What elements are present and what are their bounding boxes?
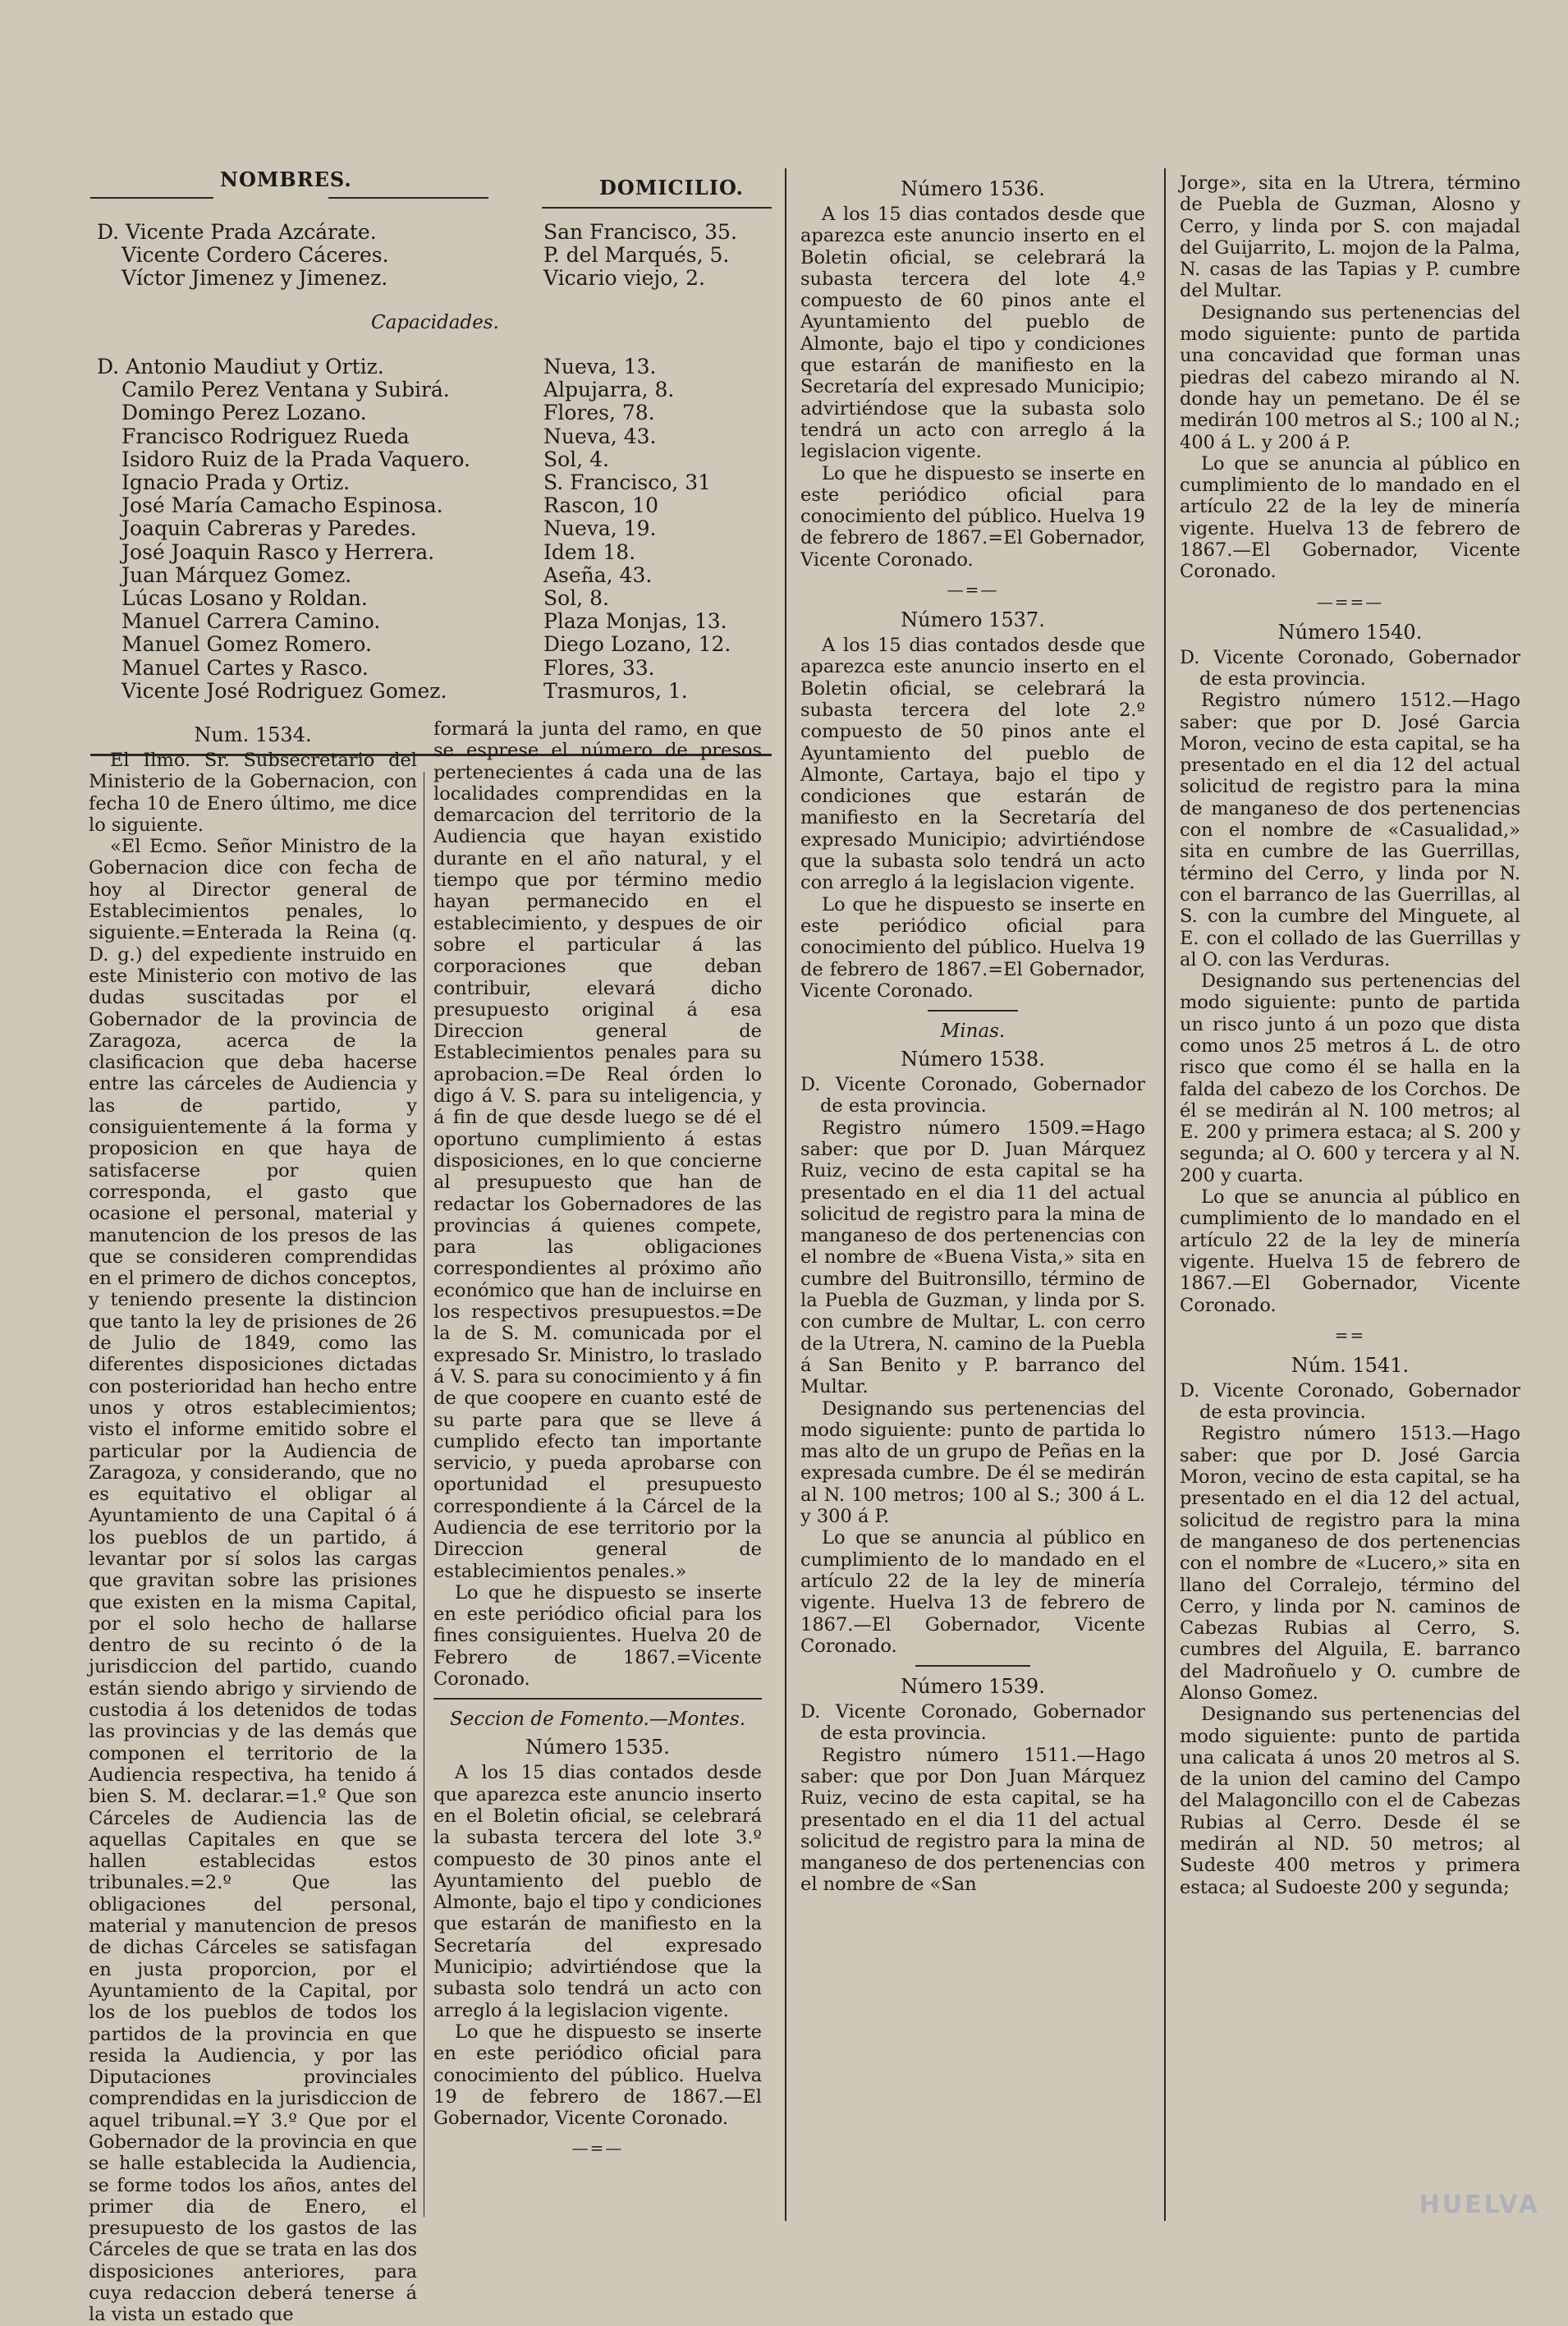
- column-4: [1180, 172, 1520, 2226]
- list-item-name: Vicente Cordero Cáceres.: [121, 243, 389, 267]
- notice-1538-pertenencias: Designando sus pertenencias del modo siguiente: punto de partida lo mas alto de un grupo de Peñas en la expresada cumbre. De él se medirán al N. 100 metros; 100 al S.; 300 á L. y 300 á P.: [800, 1397, 1145, 1528]
- capacidades-subheading: Capacidades.: [371, 312, 499, 333]
- notice-1540-heading: Número 1540.: [1277, 620, 1423, 644]
- list-item-name: D. Antonio Maudiut y Ortiz.: [97, 355, 384, 378]
- section-fomento-montes: Seccion de Fomento.—Montes.: [449, 1709, 746, 1731]
- notice-1535-heading: Número 1535.: [525, 1736, 670, 1759]
- list-item-name: Domingo Perez Lozano.: [121, 401, 367, 425]
- archive-watermark: HUELVA: [1419, 2191, 1540, 2219]
- notice-1539-pertenencias: Designando sus pertenencias del modo siguiente: punto de partida una concavidad que forman unas piedras del cabezo mirando al N. donde hay un pemetano. De él se medirán 100 metros al S.; 100 al N.; 400 á L. y 200 á P.: [1180, 301, 1520, 453]
- list-item-address: Vicario viejo, 2.: [543, 266, 705, 290]
- list-item-name: Lúcas Losano y Roldan.: [121, 586, 368, 610]
- notice-1535-body: A los 15 dias contados desde que aparezca este anuncio inserto en el Boletin oficial, se celebrará la subasta tercera del lote 3.º compuesto de 30 pinos ante el Ayuntamiento del pueblo de Almonte, bajo el tipo y condiciones que estarán de manifiesto en la Secretaría del expresado Municipio; advirtiéndose que la subasta solo tendrá un acto con arreglo á la legislacion vigente.: [433, 1762, 762, 2021]
- list-item-name: Francisco Rodriguez Rueda: [121, 424, 410, 448]
- domicilio-header: DOMICILIO.: [599, 176, 744, 200]
- notice-1539-closing: Lo que se anuncia al público en cumplimiento de lo mandado en el artículo 22 de la ley de minería vigente. Huelva 13 de febrero de 1867.—El Gobernador, Vicente Coronado.: [1180, 452, 1520, 583]
- notice-1540-pertenencias: Designando sus pertenencias del modo siguiente: punto de partida un risco junto á un pozo que dista como unos 25 metros á L. de otro risco que como él se halla en la falda del cabezo de los Corchos. De él se medirán al N. 100 metros; al E. 200 y primera estaca; al S. 200 y segunda; al O. 600 y tercera y al N. 200 y cuarta.: [1180, 970, 1520, 1186]
- notice-1534-closing: Lo que he dispuesto se inserte en este periódico oficial para los fines consiguientes. Huelva 20 de Febrero de 1867.=Vicente Coronado.: [433, 1581, 762, 1691]
- notice-1541-heading: Núm. 1541.: [1291, 1353, 1410, 1377]
- list-item-address: Diego Lozano, 12.: [543, 632, 731, 657]
- list-item-name: D. Vicente Prada Azcárate.: [97, 220, 377, 244]
- notice-1540-closing: Lo que se anuncia al público en cumplimiento de lo mandado en el artículo 22 de la ley de minería vigente. Huelva 15 de febrero de 1867.—El Gobernador, Vicente Coronado.: [1180, 1186, 1520, 1316]
- column-2: [433, 718, 762, 2226]
- notice-1540-issuer: D. Vicente Coronado, Gobernador de esta provincia.: [1180, 646, 1520, 690]
- notice-1538-body: Registro número 1509.=Hago saber: que por D. Juan Márquez Ruiz, vecino de esta capital se ha presentado en el dia 11 del actual solicitud de registro para la mina de manganeso de dos pertenencias con el nombre de «Buena Vista,» sita en cumbre del Buitronsillo, término de la Puebla de Guzman, y linda por S. con cumbre de Multar, L. con cerro de la Utrera, N. camino de la Puebla á San Benito y P. barranco del Multar.: [800, 1117, 1145, 1398]
- notice-1537-heading: Número 1537.: [901, 608, 1045, 632]
- separator: —==—: [1316, 591, 1384, 612]
- list-item-name: Manuel Carrera Camino.: [121, 609, 381, 634]
- list-item-name: Isidoro Ruiz de la Prada Vaquero.: [121, 447, 470, 471]
- list-item-name: Camilo Perez Ventana y Subirá.: [121, 378, 450, 402]
- notice-1534-body: «El Ecmo. Señor Ministro de la Gobernacion dice con fecha de hoy al Director general de Establecimientos penales, lo siguiente.=Enterada la Reina (q. D. g.) del expediente instruido en este Ministerio con motivo de las dudas suscitadas por el Gobernador de la provincia de Zaragoza, acerca de la clasificacion que deba hacerse entre las cárceles de Audiencia y las de partido, y consiguientemente á la forma y proposicion en que haya de satisfacerse por quien corresponda, el gasto que ocasione el personal, material y manutencion de los presos de las que se consideren comprendidas en el primero de dichos conceptos, y teniendo presente la distincion que tanto la ley de prisiones de 26 de Julio de 1849, como las diferentes disposiciones dictadas con posterioridad han hecho entre unos y otros establecimientos; visto el informe emitido sobre el particular por la Audiencia de Zaragoza, y considerando, que no es equitativo el obligar al Ayuntamiento de una Capital ó á los pueblos de un partido, á levantar por sí solos las cargas que gravitan sobre las prisiones que existen en la misma Capital, por el solo hecho de hallarse dentro de su recinto ó de la jurisdiccion del partido, cuando están siendo abrigo y sirviendo de custodia á los detenidos de todas las provincias y de las demás que componen el territorio de la Audiencia respectiva, ha tenido á bien S. M. declarar.=1.º Que son Cárceles de Audiencia las de aquellas Capitales en que se hallen establecidas estos tribunales.=2.º Que las obligaciones del personal, material y manutencion de presos de dichas Cárceles se satisfagan en justa proporcion, por el Ayuntamiento de la Capital, por los de los pueblos de todos los partidos de la provincia en que resida la Audiencia, y por las Diputaciones provinciales comprendidas en la jurisdiccion de aquel tribunal.=Y 3.º Que por el Gobernador de la provincia en que se halle establecida la Audiencia, se forme todos los años, antes del primer dia de Enero, el presupuesto de los gastos de las Cárceles de que se trata en las dos disposiciones anteriores, para cuya redaccion deberá tenerse á la vista un estado que: [89, 836, 417, 2326]
- list-item-address: Nueva, 19.: [543, 516, 657, 541]
- list-item-name: Ignacio Prada y Ortiz.: [121, 470, 351, 494]
- notice-1536-body: A los 15 dias contados desde que aparezca este anuncio inserto en el Boletin oficial, se celebrará la subasta tercera del lote 4.º compuesto de 60 pinos ante el Ayuntamiento del pueblo de Almonte, bajo el tipo y condiciones que estarán de manifiesto en la Secretaría del expresado Municipio; advirtiéndose que la subasta solo tendrá un acto con arreglo á la legislacion vigente.: [800, 204, 1145, 463]
- column-3: [800, 172, 1145, 2226]
- section-minas: Minas.: [940, 1021, 1006, 1043]
- names-header-rule-right: [328, 197, 488, 199]
- list-item-address: Plaza Monjas, 13.: [543, 609, 727, 634]
- list-item-address: Nueva, 43.: [543, 424, 657, 448]
- list-item-address: Flores, 78.: [543, 401, 655, 425]
- notice-1538-heading: Número 1538.: [901, 1048, 1045, 1071]
- domicilio-header-rule: [542, 207, 772, 209]
- notice-1537-closing: Lo que he dispuesto se inserte en este periódico oficial para conocimiento del público. Huelva 19 de febrero de 1867.=El Gobernador, Vicente Coronado.: [800, 893, 1145, 1002]
- list-item-address: Alpujarra, 8.: [543, 378, 675, 402]
- divider: [928, 1010, 1018, 1012]
- notice-1534-heading: Num. 1534.: [194, 723, 312, 746]
- notice-1541-pertenencias: Designando sus pertenencias del modo siguiente: punto de partida una calicata á unos 20 metros al S. de la union del camino del Campo del Malagoncillo con el de Cabezas Rubias al Cerro. Desde él se medirán al ND. 50 metros; al Sudeste 400 metros y primera estaca; al Sudoeste 200 y segunda;: [1180, 1704, 1520, 1898]
- column-rule-2: [785, 168, 786, 2221]
- names-header: NOMBRES.: [220, 167, 352, 191]
- list-item-address: Flores, 33.: [543, 655, 655, 680]
- divider: [433, 1698, 762, 1700]
- list-item-address: San Francisco, 35.: [543, 220, 737, 244]
- list-item-address: Trasmuros, 1.: [543, 678, 688, 703]
- list-item-address: P. del Marqués, 5.: [543, 243, 730, 267]
- separator: —=—: [947, 580, 999, 600]
- column-rule-3: [1164, 168, 1166, 2221]
- list-item-address: Sol, 4.: [543, 447, 609, 471]
- list-item-address: S. Francisco, 31: [543, 470, 712, 494]
- notice-1536-closing: Lo que he dispuesto se inserte en este periódico oficial para conocimiento del público. Huelva 19 de febrero de 1867.=El Gobernador, Vicente Coronado.: [800, 462, 1145, 571]
- notice-1535-closing: Lo que he dispuesto se inserte en este periódico oficial para conocimiento del público. Huelva 19 de febrero de 1867.—El Gobernador, Vicente Coronado.: [433, 2021, 762, 2130]
- notice-1539-body: Registro número 1511.—Hago saber: que por Don Juan Márquez Ruiz, vecino de esta capital, se ha presentado en el dia 11 del actual solicitud de registro para la mina de manganeso de dos pertenencias con el nombre de «San: [800, 1744, 1145, 1896]
- notice-1539-issuer: D. Vicente Coronado, Gobernador de esta provincia.: [800, 1701, 1145, 1745]
- notice-1534-intro: El Ilmo. Sr. Subsecretario del Ministerio de la Gobernacion, con fecha 10 de Enero último, me dice lo siguiente.: [89, 750, 417, 836]
- notice-1534-body-continued: formará la junta del ramo, en que se esprese el número de presos pertenecientes á cada una de las localidades comprendidas en la demarcacion del territorio de la Audiencia que hayan existido durante en el año natural, y el tiempo que por término medio hayan permanecido en el establecimiento, y despues de oir sobre el particular á las corporaciones que deban contribuir, elevará dicho presupuesto original á esa Direccion general de Establecimientos penales para su aprobacion.=De Real órden lo digo á V. S. para su inteligencia, y á fin de que desde luego se dé el oportuno cumplimiento á estas disposiciones, en lo que concierne al presupuesto que han de redactar los Gobernadores de las provincias á quienes compete, para las obligaciones correspondientes al próximo año económico que han de incluirse en los respectivos presupuestos.=De la de S. M. comunicada por el expresado Sr. Ministro, lo traslado á V. S. para su conocimiento y á fin de que coopere en cuanto esté de su parte para que se lleve á cumplido efecto tan importante servicio, y pueda aprobarse con oportunidad el presupuesto correspondiente á la Cárcel de la Audiencia de ese territorio por la Direccion general de establecimientos penales.»: [433, 718, 762, 1582]
- notice-1538-closing: Lo que se anuncia al público en cumplimiento de lo mandado en el artículo 22 de la ley de minería vigente. Huelva 13 de febrero de 1867.—El Gobernador, Vicente Coronado.: [800, 1527, 1145, 1657]
- list-item-address: Aseña, 43.: [543, 562, 653, 587]
- list-item-name: José María Camacho Espinosa.: [121, 493, 443, 518]
- notice-1536-heading: Número 1536.: [901, 177, 1045, 200]
- notice-1538-issuer: D. Vicente Coronado, Gobernador de esta provincia.: [800, 1074, 1145, 1117]
- divider: [915, 1665, 1030, 1667]
- notice-1539-body-continued: Jorge», sita en la Utrera, término de Puebla de Guzman, Alosno y Cerro, y linda por S. con majadal del Guijarrito, L. mojon de la Palma, N. casas de las Tapias y P. cumbre del Multar.: [1180, 172, 1520, 302]
- list-item-address: Sol, 8.: [543, 586, 609, 610]
- notice-1541-body: Registro número 1513.—Hago saber: que por D. José Garcia Moron, vecino de esta capital, se ha presentado en el dia 12 del actual, solicitud de registro para la mina de manganeso de dos pertenencias con el nombre de «Lucero,» sita en llano del Corralejo, término del Cerro, y linda por N. caminos de Cabezas Rubias al Cerro, S. cumbres del Alguila, E. barranco del Madroñuelo y O. cumbre de Alonso Gomez.: [1180, 1423, 1520, 1704]
- list-item-address: Rascon, 10: [543, 493, 658, 518]
- notice-1541-issuer: D. Vicente Coronado, Gobernador de esta provincia.: [1180, 1379, 1520, 1424]
- separator: —=—: [571, 2138, 624, 2159]
- list-item-name: Manuel Cartes y Rasco.: [121, 655, 369, 680]
- separator: ==: [1334, 1324, 1366, 1345]
- list-item-name: Joaquin Cabreras y Paredes.: [121, 516, 417, 541]
- list-item-name: Manuel Gomez Romero.: [121, 632, 372, 657]
- list-item-name: José Joaquin Rasco y Herrera.: [121, 539, 435, 564]
- list-item-name: Vicente José Rodriguez Gomez.: [121, 678, 447, 703]
- list-item-name: Juan Márquez Gomez.: [121, 562, 352, 587]
- notice-1539-heading: Número 1539.: [901, 1675, 1045, 1699]
- notice-1537-body: A los 15 dias contados desde que aparezca este anuncio inserto en el Boletin oficial, se celebrará la subasta tercera del lote 2.º compuesto de 50 pinos ante el Ayuntamiento del pueblo de Almonte, Cartaya, bajo el tipo y condiciones que estarán de manifiesto en la Secretaría del expresado Municipio; advirtiéndose que la subasta solo tendrá un acto con arreglo á la legislacion vigente.: [800, 635, 1145, 894]
- list-item-address: Idem 18.: [543, 539, 636, 564]
- names-header-rule-left: [90, 197, 213, 199]
- notice-1540-body: Registro número 1512.—Hago saber: que por D. José Garcia Moron, vecino de esta capital, se ha presentado en el dia 12 del actual solicitud de registro para la mina de manganeso de dos pertenencias con el nombre de «Casualidad,» sita en cumbre de las Guerrillas, término del Cerro, y linda por N. con el barranco de las Guerrillas, al S. con la cumbre del Minguete, al E. con el collado de las Guerrillas y al O. con las Verduras.: [1180, 690, 1520, 970]
- list-item-address: Nueva, 13.: [543, 355, 657, 378]
- column-1: [89, 718, 417, 2326]
- list-item-name: Víctor Jimenez y Jimenez.: [121, 266, 388, 290]
